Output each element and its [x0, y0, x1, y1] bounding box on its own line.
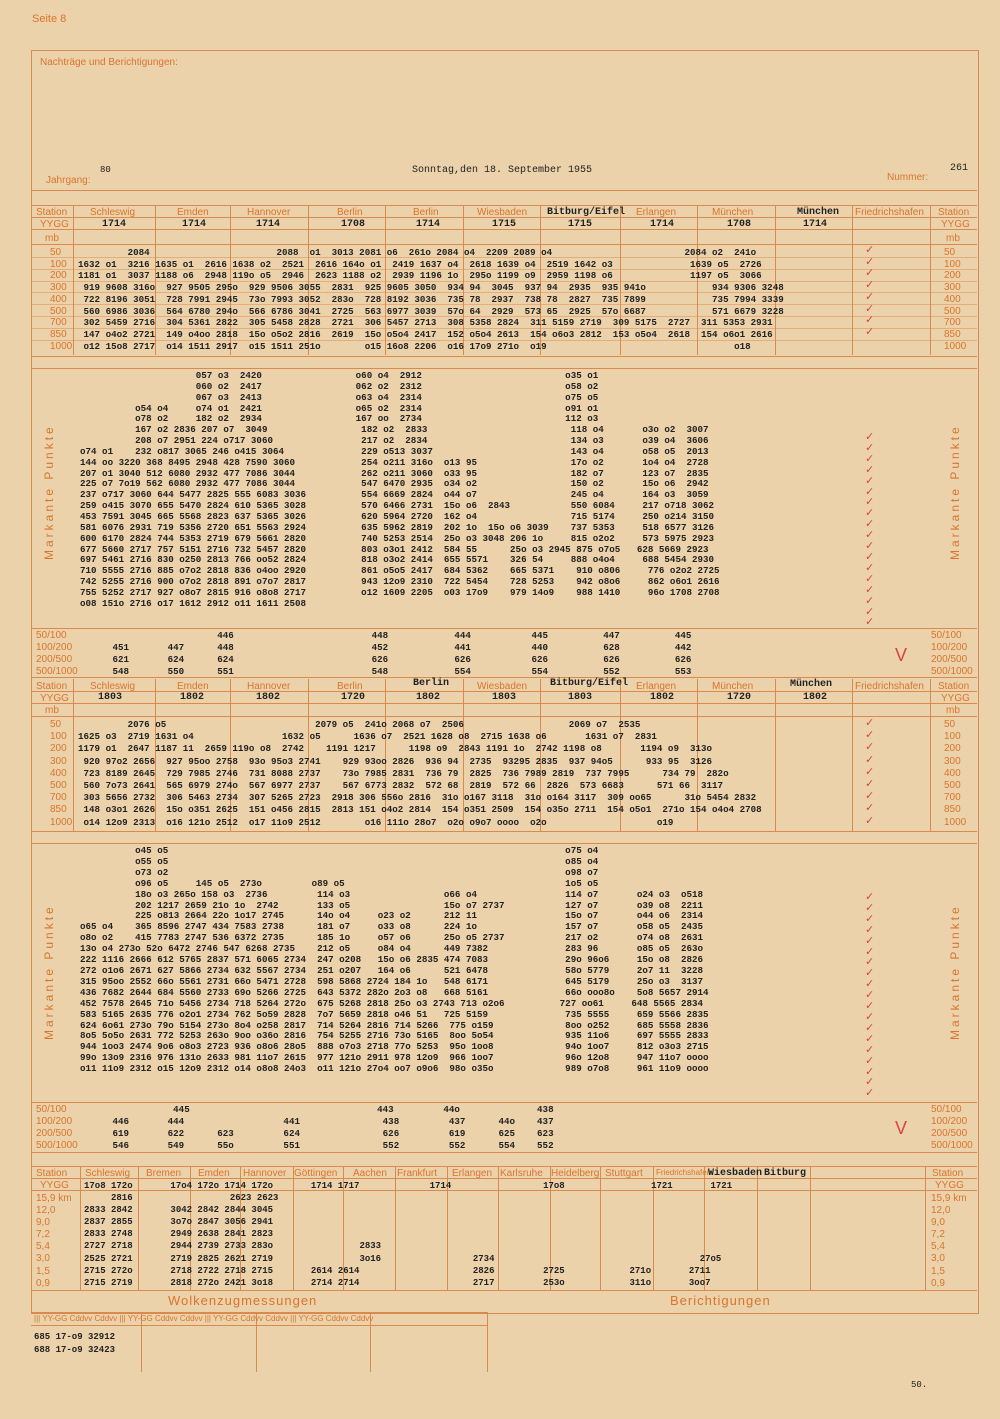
station-name: Bitburg/Eifel	[550, 678, 629, 689]
date-text: Sonntag,den 18. September 1955	[412, 165, 593, 176]
divider	[31, 1102, 977, 1103]
page-label: Seite 8	[32, 13, 67, 25]
mb-label-right: mb	[946, 705, 960, 716]
col-sep	[810, 1166, 811, 1291]
station-name: Erlangen	[636, 207, 677, 218]
station-name: Aachen	[353, 1168, 387, 1179]
station-name: Hannover	[243, 1168, 287, 1179]
divider	[31, 356, 977, 357]
station-name: Wiesbaden	[477, 681, 528, 692]
yygg-value: 1802	[650, 692, 675, 703]
height-labels-right: 15,9 km 12,0 9,0 7,2 5,4 3,0 1,5 0,9	[931, 1193, 967, 1289]
divider	[31, 843, 977, 844]
markante1-data: 057 o3 2420 o60 o4 2912 o35 o1 060 o2 2417 062 o2 2312 o58 o2 067 o3 2413 o63 o4 2314 o75 o5 o54 o4 o74 o1 2421 o65 o2 2314 o91 o1 o78 o2 182 o2 2934 167 oo 2734 112 o3 167 o2 2836 207 o7 3049 182 o2 2833 118 o4 o3o o2 3007 208 o7 2951 224 o717 3060 217 o2 2834 134 o3 o39 o4 3606 o74 o1 232 o817 3065 246 o415 3064 229 o513 3037 143 o4 o58 o5 2013 144 oo 3220 368 8495 2948 428 7590 3060 254 o211 316o o13 95 17o o2 1o4 o4 2728 207 o1 3040 512 6080 2932 477 7086 3044 262 o211 3060 o33 95 182 o7 123 o7 2835 225 o7 7o19 562 6080 2932 477 7086 3044 547 6470 2935 o34 o2 150 o2 15o o6 2942 237 o717 3060 644 5477 2825 555 6083 3036 554 6669 2824 o44 o7 245 o4 164 o3 3059 259 o415 3070 655 5470 2824 610 5365 3028 570 6466 2731 15o o6 2843 550 6084 217 o718 3062 453 7591 3045 665 5568 2823 637 5365 3026 620 5964 2720 162 o4 715 5174 250 o214 3150 581 6076 2931 719 5356 2720 651 5563 2924 635 5962 2819 202 1o 15o o6 3039 737 5353 518 6577 3126 600 6170 2824 744 5353 2719 679 5661 2820 740 5253 2514 25o o3 3048 206 1o 815 o2o2 573 5975 2923 677 5660 2717 757 5151 2716 732 5457 2820 803 o3o1 2412 584 55 25o o3 2945 875 o7o5 628 5669 2923 697 5461 2716 830 o250 2813 766 oo52 2824 818 o3o2 2414 655 5571 326 54 888 o4o4 688 5454 2930 710 5555 2716 885 o7o2 2818 836 o4oo 2920 861 o5o5 2417 684 5362 665 5371 910 o806 776 o2o2 2725 742 5255 2716 900 o7o2 2818 891 o7o7 2817 943 12o9 2310 722 5454 728 5253 942 o8o6 862 o6o1 2616 755 5252 2717 927 o8o7 2815 916 o8o8 2717 o12 1609 2205 o03 17o9 979 14o9 988 1410 96o 1708 2708 o08 151o 2716 o17 1612 2912 o11 1611 2508	[80, 370, 720, 609]
station-name: Emden	[198, 1168, 230, 1179]
yygg-value: 1715	[492, 219, 517, 230]
divider	[31, 1166, 977, 1167]
mb-label: mb	[45, 705, 59, 716]
layer2-data: 445 443 44o 438 446 444 441 438 437 44o 437 619 622 623 624 626 619 625 623 546 549 55o 551 552 552 554 552	[112, 1104, 554, 1151]
col-sep	[852, 205, 853, 355]
col-sep	[80, 1166, 81, 1291]
mb-levels-right: 50 100 200 300 400 500 700 850 1000	[944, 719, 967, 828]
yygg-value: 1802	[256, 692, 281, 703]
check-marks: ✓ ✓ ✓ ✓ ✓ ✓ ✓ ✓ ✓	[865, 717, 875, 827]
station-name: München	[790, 679, 833, 690]
divider	[31, 1325, 487, 1326]
station-name: Erlangen	[452, 1168, 493, 1179]
station-name: Berlin	[337, 207, 363, 218]
jahrgang-value: 80	[100, 165, 111, 175]
yygg-value: 1802	[416, 692, 441, 703]
mb-levels-right: 50 100 200 300 400 500 700 850 1000	[944, 247, 967, 352]
divider	[31, 368, 977, 369]
markante-label: Markante Punkte	[42, 424, 56, 560]
yygg-value: 1720	[727, 692, 752, 703]
station-label-right: Station	[938, 207, 970, 218]
station-name: München	[712, 207, 754, 218]
divider	[31, 244, 977, 245]
col-sep	[852, 679, 853, 832]
yygg-label-right: YYGG	[941, 219, 970, 230]
divider	[31, 190, 977, 191]
station-label-right: Station	[932, 1168, 964, 1179]
yygg-value: 1708	[341, 219, 366, 230]
station-label: Station	[36, 681, 68, 692]
wolken-headers: ||| YY-GG Cddvv Cddvv ||| YY-GG Cddvv Cddvv ||| YY-GG Cddvv Cddvv ||| YY-GG Cddvv Cddvv	[34, 1314, 374, 1323]
divider	[31, 677, 977, 678]
col-sep	[775, 679, 776, 832]
nummer-label: Nummer:	[887, 172, 929, 183]
station-name: Frankfurt	[397, 1168, 438, 1179]
station-label-right: Station	[938, 681, 970, 692]
station-name: Berlin	[337, 681, 363, 692]
jahrgang-label: Jahrgang:	[46, 175, 91, 186]
wolken-label: Wolkenzugmessungen	[168, 1293, 318, 1308]
mb-label: mb	[45, 233, 59, 244]
station-name: Erlangen	[636, 681, 677, 692]
station-name: Berlin	[413, 678, 450, 689]
station-name: Wiesbaden	[708, 1168, 763, 1179]
station-name: Schleswig	[85, 1168, 131, 1179]
check-v: V	[895, 645, 908, 665]
station-name: Göttingen	[294, 1168, 338, 1179]
table1-data: 2084 2088 o1 3013 2081 o6 261o 2084 o4 2209 2089 o4 2084 o2 241o 1632 o1 3216 1635 o1 2616 1638 o2 2521 2616 164o o1 2419 1637 o4 2618 1639 o4 2519 1642 o3 1639 o5 2726 1181 o1 3037 1188 o6 2948 119o o5 2946 2623 1188 o2 2939 1196 1o 295o 1199 o9 2959 1198 o6 1197 o5 3066 919 9608 316o 927 9505 295o 929 9506 3055 2831 925 9605 3050 934 94 3045 937 94 2935 935 941o 934 9306 3248 722 8196 3051 728 7991 2945 73o 7993 3052 283o 728 8192 3036 735 78 2937 738 78 2827 735 7899 735 7994 3339 560 6986 3036 564 6780 294o 566 6786 3041 2725 563 6977 3039 57o 64 2929 573 65 2925 57o 6687 571 6679 3228 302 5459 2716 304 5361 2822 305 5458 2828 2721 306 5457 2713 308 5358 2824 311 5159 2719 309 5175 2727 311 5353 2931 147 o4o2 2721 149 o4oo 2818 15o o5o2 2816 2619 15o o5o4 2417 152 o5o4 2613 154 o6o3 2812 153 o5o4 2618 154 o6o1 2616 o12 15o8 2717 o14 1511 2917 o15 1511 251o o15 16o8 2206 o16 17o9 271o o19 o18	[78, 247, 784, 352]
table3-data: 17o8 172o 17o4 172o 1714 172o 1714 1717 1714 17o8 1721 1721 2816 2623 2623 2833 2842 3042 2842 2844 3045 2837 2855 3o7o 2847 3056 2941 2833 2748 2949 2638 2841 2823 2727 2718 2944 2739 2733 283o 2833 2525 2721 2719 2825 2621 2719 3o16 2734 27o5 2715 272o 2718 2722 2718 2715 2614 2614 2826 2725 271o 2711 2715 2719 2818 272o 2421 3o18 2714 2714 2717 253o 311o 3oo7	[84, 1181, 733, 1288]
station-name: Friedrichshafen	[855, 681, 924, 692]
col-sep	[487, 1312, 488, 1372]
divider	[31, 716, 977, 717]
yygg-value: 1720	[341, 692, 366, 703]
yygg-value: 1714	[256, 219, 281, 230]
station-name: Schleswig	[90, 681, 136, 692]
yygg-label-right: YYGG	[941, 693, 970, 704]
station-name: München	[797, 207, 840, 218]
yygg-value: 1714	[102, 219, 127, 230]
station-name: Wiesbaden	[477, 207, 528, 218]
col-sep	[73, 679, 74, 832]
yygg-value: 1802	[803, 692, 828, 703]
station-name: Friedrichshafen	[656, 1168, 712, 1177]
markante2-data: o45 o5 o75 o4 o55 o5 o85 o4 o73 o2 o98 o7 o96 o5 145 o5 273o o89 o5 1o5 o5 18o o3 265o 158 o3 2736 114 o3 o66 o4 114 o7 o24 o3 o518 202 1217 2659 21o 1o 2742 133 o5 15o o7 2737 127 o7 o39 o8 2211 225 o813 2664 22o 1o17 2745 14o o4 o23 o2 212 11 15o o7 o44 o6 2314 o65 o4 365 8596 2747 434 7583 2738 181 o7 o33 o8 224 1o 157 o7 o58 o5 2435 o8o o2 415 7783 2747 536 6372 2735 185 1o o57 o6 25o o5 2737 217 o2 o74 o8 2631 13o o4 273o 52o 6472 2746 547 6268 2735 212 o5 o84 o4 449 7382 283 96 o85 o5 263o 222 1116 2666 612 5765 2837 571 6065 2734 247 o208 15o o6 2835 474 7083 29o 96o6 15o o8 2826 272 o1o6 2671 627 5866 2734 632 5567 2734 251 o207 164 o6 521 6478 58o 5779 2o7 11 3228 315 95oo 2552 66o 5561 2731 66o 5471 2728 598 5868 2724 184 1o 548 6171 645 5179 25o o3 3137 436 7682 2644 684 5560 2733 69o 5266 2725 643 5372 282o 2o3 o8 668 5161 66o ooo8o 5o8 5657 2914 452 7578 2645 71o 5456 2734 718 5264 272o 675 5268 2818 25o o3 2743 713 o2o6 727 oo61 648 5565 2834 583 5165 2635 776 o2o1 2734 762 5o59 2828 7o7 5659 2818 o46 51 725 5159 735 5555 659 5566 2835 624 6o61 273o 79o 5154 273o 8o4 o258 2817 714 5264 2816 714 5266 775 o159 8oo o252 685 5558 2836 8o5 5o5o 2631 772 5253 263o 9oo o36o 2816 754 5255 2716 73o 5165 8oo 5o54 935 11o6 697 5555 2833 944 1oo3 2474 9o6 o8o3 2723 936 o8o6 28o5 888 o7o3 2718 77o 5253 95o 1oo8 94o 1oo7 812 o3o3 2715 99o 13o9 2316 976 131o 2633 981 11o7 2615 977 121o 2911 978 12o9 966 1oo7 96o 12o8 947 11o7 oooo o11 11o9 2312 o15 12o9 2312 o14 o8o8 24o3 o11 121o 27o4 oo7 o9o6 98o o35o 989 o7o8 961 11o9 oooo	[80, 845, 709, 1075]
layer-labels-right: 50/100 100/200 200/500 500/1000	[931, 630, 973, 677]
layer1-data: 446 448 444 445 447 445 451 447 448 452 441 440 628 442 621 624 624 626 626 626 626 626 548 550 551 548 554 554 552 553	[112, 630, 692, 677]
station-name: Bitburg	[764, 1168, 807, 1179]
col-sep	[73, 205, 74, 355]
station-name: Emden	[177, 681, 209, 692]
yygg-value: 1714	[650, 219, 675, 230]
page-foot: 50.	[911, 1380, 928, 1390]
divider	[31, 703, 977, 704]
layer-labels-right: 50/100 100/200 200/500 500/1000	[931, 1104, 973, 1151]
mb-levels: 50 100 200 300 400 500 700 850 1000	[50, 247, 73, 352]
layer-labels: 50/100 100/200 200/500 500/1000	[36, 1104, 78, 1151]
station-name: Bremen	[146, 1168, 182, 1179]
yygg-value: 1803	[98, 692, 123, 703]
check-v: V	[895, 1118, 908, 1138]
station-name: Hannover	[247, 207, 291, 218]
yygg-label: YYGG	[40, 693, 69, 704]
yygg-value: 1714	[416, 219, 441, 230]
col-sep	[930, 679, 931, 832]
station-name: Berlin	[413, 207, 439, 218]
station-name: Friedrichshafen	[855, 207, 924, 218]
yygg-value: 1803	[492, 692, 517, 703]
station-name: Karlsruhe	[500, 1168, 543, 1179]
nummer-value: 261	[950, 163, 969, 174]
station-label: Station	[36, 1168, 68, 1179]
yygg-label: YYGG	[40, 219, 69, 230]
yygg-label-right: YYGG	[935, 1180, 964, 1191]
yygg-value: 1708	[727, 219, 752, 230]
col-sep	[925, 1166, 926, 1291]
layer-labels: 50/100 100/200 200/500 500/1000	[36, 630, 78, 677]
mb-levels: 50 100 200 300 400 500 700 850 1000	[50, 719, 73, 828]
station-name: Schleswig	[90, 207, 136, 218]
divider	[31, 1312, 487, 1313]
yygg-value: 1802	[180, 692, 205, 703]
station-name: Emden	[177, 207, 209, 218]
station-name: Hannover	[247, 681, 291, 692]
yygg-label: YYGG	[40, 1180, 69, 1191]
berichtigungen-label: Berichtigungen	[670, 1293, 771, 1308]
station-name: München	[712, 681, 754, 692]
col-sep	[930, 205, 931, 355]
divider	[31, 1290, 977, 1291]
notes-label: Nachträge und Berichtigungen:	[40, 57, 178, 68]
yygg-value: 1714	[803, 219, 828, 230]
station-label: Station	[36, 207, 68, 218]
table2-data: 2076 o5 2079 o5 241o 2068 o7 2506 2069 o7 2535 1625 o3 2719 1631 o4 1632 o5 1636 o7 2521 1628 o8 2715 1638 o6 1631 o7 2831 1179 o1 2647 1187 11 2659 119o o8 2742 1191 1217 1198 o9 2843 1191 1o 2742 1198 o8 1194 o9 313o 920 97o2 2656 927 95oo 2758 93o 95o3 2741 929 93oo 2826 936 94 2735 93295 2835 937 94o5 933 95 3126 723 8189 2645 729 7985 2746 731 8088 2737 73o 7985 2831 736 79 2825 736 7989 2819 737 7995 734 79 282o 560 7o73 2641 565 6979 274o 567 6977 2737 567 6773 2832 572 68 2819 572 66 2826 573 6683 571 66 3117 303 5656 2732 306 5463 2734 307 5265 2723 2918 306 556o 2816 31o o167 3118 31o o164 3117 309 oo65 31o 5454 2832 148 o3o1 2626 15o o351 2625 151 o456 2815 2813 151 o4o2 2814 154 o351 2509 154 o35o 2711 154 o5o1 271o 154 o4o4 2708 o14 12o9 2313 o16 121o 2512 o17 11o9 2512 o16 111o 28o7 o2o o9o7 oooo o2o o19	[78, 719, 762, 828]
station-name: Bitburg/Eifel	[547, 207, 626, 218]
mb-label-right: mb	[946, 233, 960, 244]
check-marks: ✓ ✓ ✓ ✓ ✓ ✓ ✓ ✓	[865, 244, 875, 338]
divider	[31, 1152, 977, 1153]
markante-label-right: Markante Punkte	[948, 424, 962, 560]
markante-label-right: Markante Punkte	[948, 904, 962, 1040]
station-name: Stuttgart	[605, 1168, 643, 1179]
check-marks: ✓ ✓ ✓ ✓ ✓ ✓ ✓ ✓ ✓ ✓ ✓ ✓ ✓ ✓ ✓ ✓ ✓ ✓	[865, 431, 875, 629]
markante-label: Markante Punkte	[42, 904, 56, 1040]
height-labels: 15,9 km 12,0 9,0 7,2 5,4 3,0 1,5 0,9	[36, 1193, 72, 1289]
yygg-value: 1715	[568, 219, 593, 230]
divider	[31, 831, 977, 832]
yygg-value: 1803	[568, 692, 593, 703]
check-marks: ✓ ✓ ✓ ✓ ✓ ✓ ✓ ✓ ✓ ✓ ✓ ✓ ✓ ✓ ✓ ✓ ✓ ✓ ✓	[865, 891, 875, 1100]
station-name: Heidelberg	[551, 1168, 600, 1179]
wolken-data: 685 17-o9 32912 688 17-o9 32423	[34, 1332, 116, 1355]
col-sep	[757, 1166, 758, 1291]
yygg-value: 1714	[182, 219, 207, 230]
divider	[31, 628, 977, 629]
